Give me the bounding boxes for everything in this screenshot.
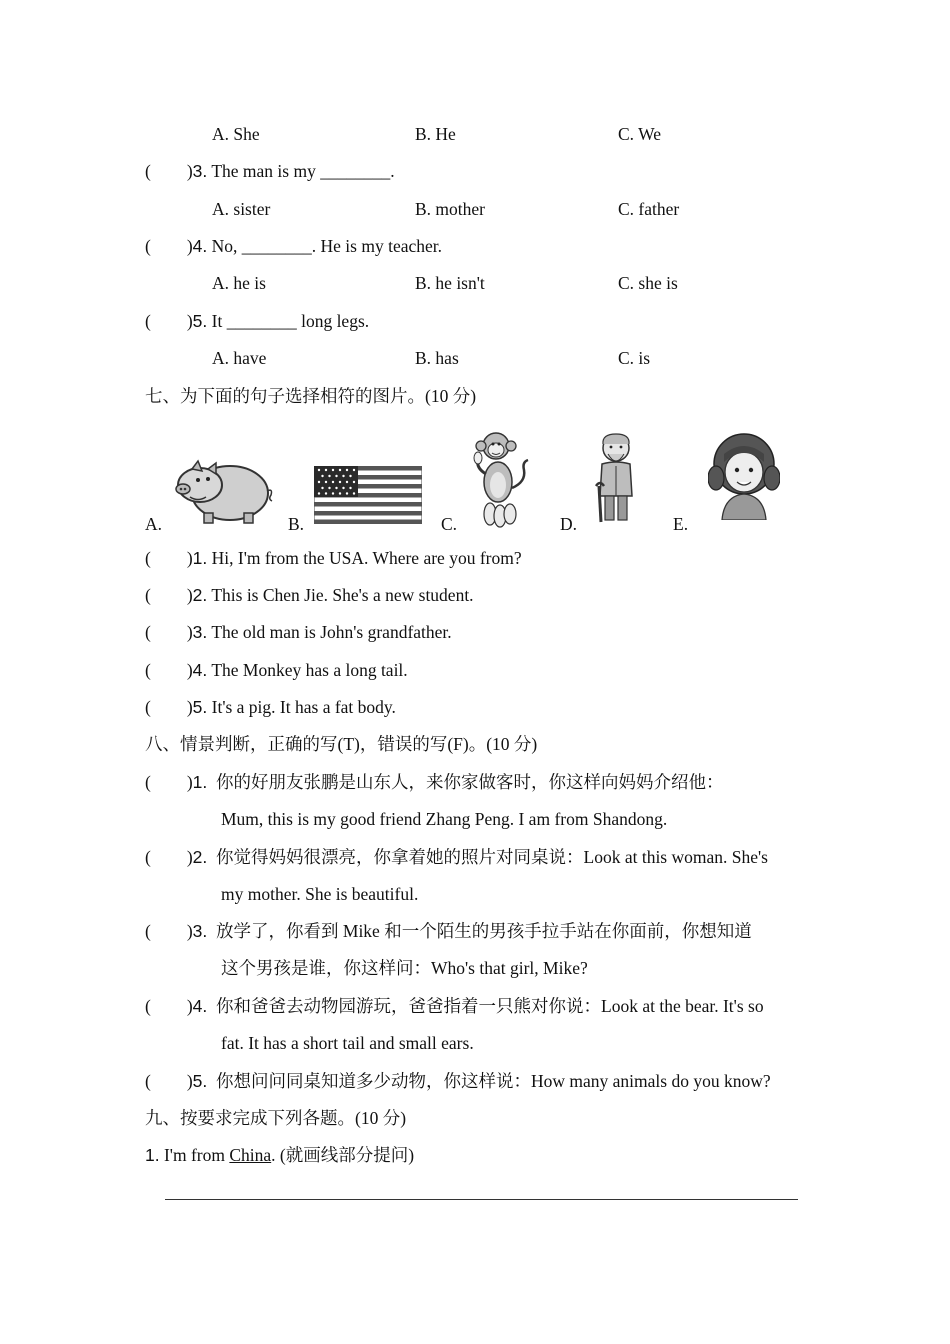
- judge-question-4: ( )4. 你和爸爸去动物园游玩，爸爸指着一只熊对你说：Look at the bear. It's so: [145, 996, 764, 1016]
- option-a: A. he is: [212, 273, 266, 293]
- question-text: This is Chen Jie. She's a new student.: [211, 585, 474, 605]
- question-line-2: fat. It has a short tail and small ears.: [221, 1033, 474, 1053]
- question-text: It's a pig. It has a fat body.: [211, 697, 396, 717]
- monkey-icon: [466, 430, 534, 528]
- question-number: 5.: [192, 311, 208, 331]
- question-stem: No, ________. He is my teacher.: [211, 236, 443, 256]
- question-stem: It ________ long legs.: [211, 311, 370, 331]
- option-a: A. sister: [212, 199, 271, 219]
- question-text: The Monkey has a long tail.: [211, 660, 408, 680]
- question-suffix: . (就画线部分提问): [271, 1145, 415, 1165]
- picture-question-1: ( )1. Hi, I'm from the USA. Where are you from?: [145, 548, 522, 568]
- rewrite-question-1: [145, 1144, 414, 1166]
- old-man-icon: [586, 430, 648, 524]
- question-line-2: 这个男孩是谁，你这样问：Who's that girl, Mike?: [221, 958, 588, 978]
- picture-label-b: B.: [288, 514, 305, 534]
- option-a: A. She: [212, 124, 260, 144]
- picture-label-e: E.: [673, 514, 689, 534]
- section-7-heading: 七、为下面的句子选择相符的图片。(10 分): [145, 386, 477, 406]
- usa-flag-icon: [314, 466, 422, 524]
- option-b: B. has: [415, 348, 459, 368]
- option-c: C. she is: [618, 273, 678, 293]
- picture-label-d: D.: [560, 514, 578, 534]
- judge-question-1: ( )1. 你的好朋友张鹏是山东人，来你家做客时，你这样向妈妈介绍他：: [145, 772, 724, 792]
- question-stem: The man is my ________.: [211, 161, 395, 181]
- judge-question-3: ( )3. 放学了，你看到 Mike 和一个陌生的男孩手拉手站在你面前，你想知道: [145, 921, 752, 941]
- picture-question-3: ( )3. The old man is John's grandfather.: [145, 622, 452, 642]
- picture-question-4: ( )4. The Monkey has a long tail.: [145, 660, 408, 680]
- section-8-heading: 八、情景判断，正确的写(T)，错误的写(F)。(10 分): [145, 734, 538, 754]
- picture-label-c: C.: [441, 514, 458, 534]
- question-number: 3.: [192, 921, 208, 941]
- answer-line[interactable]: [165, 1199, 798, 1200]
- option-b: B. he isn't: [415, 273, 485, 293]
- question-5: ( )5. It ________ long legs.: [145, 311, 370, 331]
- pig-icon: [172, 455, 274, 525]
- question-number: 1.: [192, 548, 208, 568]
- question-number: 1.: [145, 1145, 160, 1165]
- section-9-heading: 九、按要求完成下列各题。(10 分): [145, 1108, 407, 1128]
- question-number: 4.: [192, 996, 208, 1016]
- judge-question-5: ( )5. 你想问问同桌知道多少动物，你这样说：How many animals do you know?: [145, 1071, 771, 1091]
- option-b: B. He: [415, 124, 456, 144]
- question-number: 3.: [192, 161, 208, 181]
- picture-question-5: ( )5. It's a pig. It has a fat body.: [145, 697, 396, 717]
- question-number: 4.: [192, 236, 208, 256]
- question-number: 2.: [192, 847, 208, 867]
- question-number: 4.: [192, 660, 208, 680]
- question-line-1: 放学了，你看到 Mike 和一个陌生的男孩手拉手站在你面前，你想知道: [216, 921, 752, 941]
- question-number: 5.: [192, 697, 208, 717]
- question-number: 3.: [192, 622, 208, 642]
- question-line-1: 你的好朋友张鹏是山东人，来你家做客时，你这样向妈妈介绍他：: [216, 772, 724, 792]
- option-b: B. mother: [415, 199, 485, 219]
- question-number: 1.: [192, 772, 208, 792]
- option-a: A. have: [212, 348, 267, 368]
- question-line-2: Mum, this is my good friend Zhang Peng. I am from Shandong.: [221, 809, 668, 829]
- question-line-1: 你觉得妈妈很漂亮，你拿着她的照片对同桌说：Look at this woman. She's: [216, 847, 768, 867]
- option-c: C. is: [618, 348, 651, 368]
- question-text: Hi, I'm from the USA. Where are you from?: [211, 548, 522, 568]
- option-c: C. We: [618, 124, 661, 144]
- option-c: C. father: [618, 199, 680, 219]
- girl-icon: [708, 432, 780, 520]
- judge-question-2: ( )2. 你觉得妈妈很漂亮，你拿着她的照片对同桌说：Look at this woman. She's: [145, 847, 768, 867]
- question-4: ( )4. No, ________. He is my teacher.: [145, 236, 443, 256]
- question-number: 5.: [192, 1071, 208, 1091]
- question-line-2: my mother. She is beautiful.: [221, 884, 419, 904]
- picture-question-2: ( )2. This is Chen Jie. She's a new student.: [145, 585, 474, 605]
- underlined-word: China: [229, 1145, 272, 1165]
- picture-label-a: A.: [145, 514, 163, 534]
- question-line-1: 你想问问同桌知道多少动物，你这样说：How many animals do you know?: [216, 1071, 771, 1091]
- question-3: ( )3. The man is my ________.: [145, 161, 395, 181]
- question-prefix: I'm from: [163, 1145, 230, 1165]
- question-number: 2.: [192, 585, 208, 605]
- question-text: The old man is John's grandfather.: [211, 622, 452, 642]
- question-line-1: 你和爸爸去动物园游玩，爸爸指着一只熊对你说：Look at the bear. It's so: [216, 996, 764, 1016]
